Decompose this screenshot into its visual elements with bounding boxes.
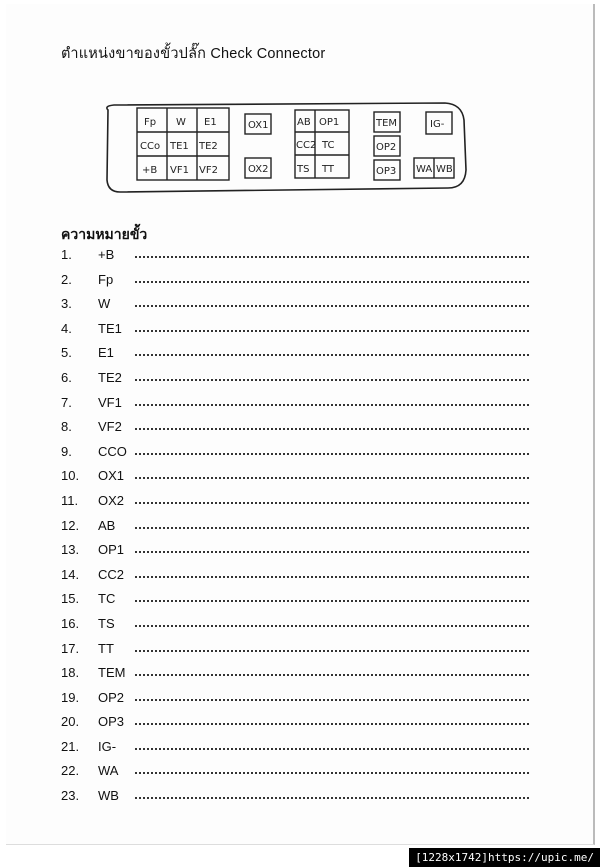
answer-line xyxy=(135,723,529,725)
item-code: OP1 xyxy=(98,542,125,558)
item-code: Fp xyxy=(98,271,114,287)
pin-e1-label: E1 xyxy=(204,117,217,128)
connector-outline xyxy=(107,103,466,192)
pin-ox2-label: OX2 xyxy=(248,164,269,175)
pin-plusb-label: +B xyxy=(142,165,158,176)
list-item xyxy=(61,590,541,615)
item-code: TE1 xyxy=(98,320,122,336)
answer-line xyxy=(135,699,529,701)
pin-ig-label: IG- xyxy=(430,119,445,130)
item-number: 17. xyxy=(61,640,80,656)
item-number: 14. xyxy=(61,566,80,582)
list-item xyxy=(61,492,541,517)
item-code: TC xyxy=(98,591,116,607)
pin-ts-label: TS xyxy=(297,164,310,175)
item-number: 13. xyxy=(61,542,80,558)
pin-fp-label: Fp xyxy=(144,117,157,128)
item-code: TS xyxy=(98,615,115,631)
item-number: 4. xyxy=(61,320,72,336)
item-code: CC2 xyxy=(98,566,125,582)
answer-line xyxy=(135,625,529,627)
list-item xyxy=(61,738,541,763)
answer-line xyxy=(135,576,529,578)
item-number: 9. xyxy=(61,443,72,459)
answer-line xyxy=(135,527,529,529)
item-number: 15. xyxy=(61,591,80,607)
pin-ab-label: AB xyxy=(297,117,311,128)
item-number: 7. xyxy=(61,394,72,410)
list-item xyxy=(61,615,541,640)
list-item xyxy=(61,369,541,394)
item-code: TT xyxy=(98,640,114,656)
pin-meaning-list xyxy=(61,246,541,812)
item-code: OP3 xyxy=(98,714,125,730)
answer-line xyxy=(135,674,529,676)
answer-line xyxy=(135,551,529,553)
item-code: WB xyxy=(98,788,119,804)
list-item xyxy=(61,541,541,566)
item-code: TEM xyxy=(98,665,126,681)
answer-line xyxy=(135,453,529,455)
pin-tc-label: TC xyxy=(322,140,335,151)
answer-line xyxy=(135,650,529,652)
answer-line xyxy=(135,256,529,258)
pin-cc2-label: CC2 xyxy=(296,140,317,151)
answer-line xyxy=(135,477,529,479)
item-number: 21. xyxy=(61,738,80,754)
item-code: +B xyxy=(98,247,115,262)
pin-te2-label: TE2 xyxy=(199,141,218,152)
item-number: 6. xyxy=(61,369,72,385)
item-code: OX1 xyxy=(98,468,125,484)
answer-line xyxy=(135,502,529,504)
item-number: 3. xyxy=(61,296,72,312)
answer-line xyxy=(135,281,529,283)
item-number: 23. xyxy=(61,788,80,804)
pin-tem-label: TEM xyxy=(376,118,398,129)
answer-line xyxy=(135,600,529,602)
page-title: ตำแหน่งขาของขั้วปลั๊ก Check Connector xyxy=(61,46,326,62)
item-number: 16. xyxy=(61,615,80,631)
item-number: 8. xyxy=(61,419,72,435)
item-number: 12. xyxy=(61,517,80,533)
item-code: VF2 xyxy=(98,419,122,435)
image-source-footer: [1228x1742]https://upic.me/ xyxy=(409,848,600,867)
pin-vf1-label: VF1 xyxy=(170,165,189,176)
list-item xyxy=(61,566,541,591)
list-item xyxy=(61,320,541,345)
legend-title: ความหมายขั้ว xyxy=(61,226,148,242)
list-item xyxy=(61,246,541,271)
list-item xyxy=(61,517,541,542)
pin-te1-label: TE1 xyxy=(170,141,189,152)
pin-w-label: W xyxy=(176,117,186,128)
list-item xyxy=(61,787,541,812)
item-code: W xyxy=(98,296,111,312)
list-item xyxy=(61,762,541,787)
item-number: 18. xyxy=(61,665,80,681)
pin-op3-label: OP3 xyxy=(376,166,397,177)
answer-line xyxy=(135,772,529,774)
list-item xyxy=(61,271,541,296)
item-code: E1 xyxy=(98,345,114,361)
item-code: AB xyxy=(98,517,116,533)
item-number: 22. xyxy=(61,763,80,779)
item-number: 20. xyxy=(61,714,80,730)
pin-op2-label: OP2 xyxy=(376,142,397,153)
item-code: CCO xyxy=(98,443,127,459)
pin-cco-label: CCo xyxy=(140,141,161,152)
list-item xyxy=(61,689,541,714)
item-number: 5. xyxy=(61,345,72,361)
check-connector-diagram xyxy=(100,100,470,196)
list-item xyxy=(61,467,541,492)
list-item xyxy=(61,344,541,369)
answer-line xyxy=(135,428,529,430)
pin-wa-label: WA xyxy=(416,164,433,175)
list-item xyxy=(61,418,541,443)
item-number: 1. xyxy=(61,247,72,262)
item-number: 10. xyxy=(61,468,80,484)
pin-ox1-label: OX1 xyxy=(248,120,269,131)
answer-line xyxy=(135,330,529,332)
item-number: 19. xyxy=(61,689,80,705)
list-item xyxy=(61,295,541,320)
answer-line xyxy=(135,404,529,406)
item-number: 11. xyxy=(61,492,79,508)
answer-line xyxy=(135,797,529,799)
answer-line xyxy=(135,379,529,381)
pin-tt-label: TT xyxy=(322,164,335,175)
list-item xyxy=(61,713,541,738)
item-code: TE2 xyxy=(98,369,122,385)
list-item xyxy=(61,394,541,419)
item-number: 2. xyxy=(61,271,72,287)
pin-op1-label: OP1 xyxy=(319,117,340,128)
item-code: OP2 xyxy=(98,689,125,705)
pin-vf2-label: VF2 xyxy=(199,165,218,176)
pin-wb-label: WB xyxy=(436,164,453,175)
list-item xyxy=(61,664,541,689)
item-code: WA xyxy=(98,763,119,779)
answer-line xyxy=(135,354,529,356)
list-item xyxy=(61,443,541,468)
answer-line xyxy=(135,305,529,307)
list-item xyxy=(61,640,541,665)
item-code: VF1 xyxy=(98,394,122,410)
answer-line xyxy=(135,748,529,750)
item-code: IG- xyxy=(98,738,117,754)
item-code: OX2 xyxy=(98,492,125,508)
